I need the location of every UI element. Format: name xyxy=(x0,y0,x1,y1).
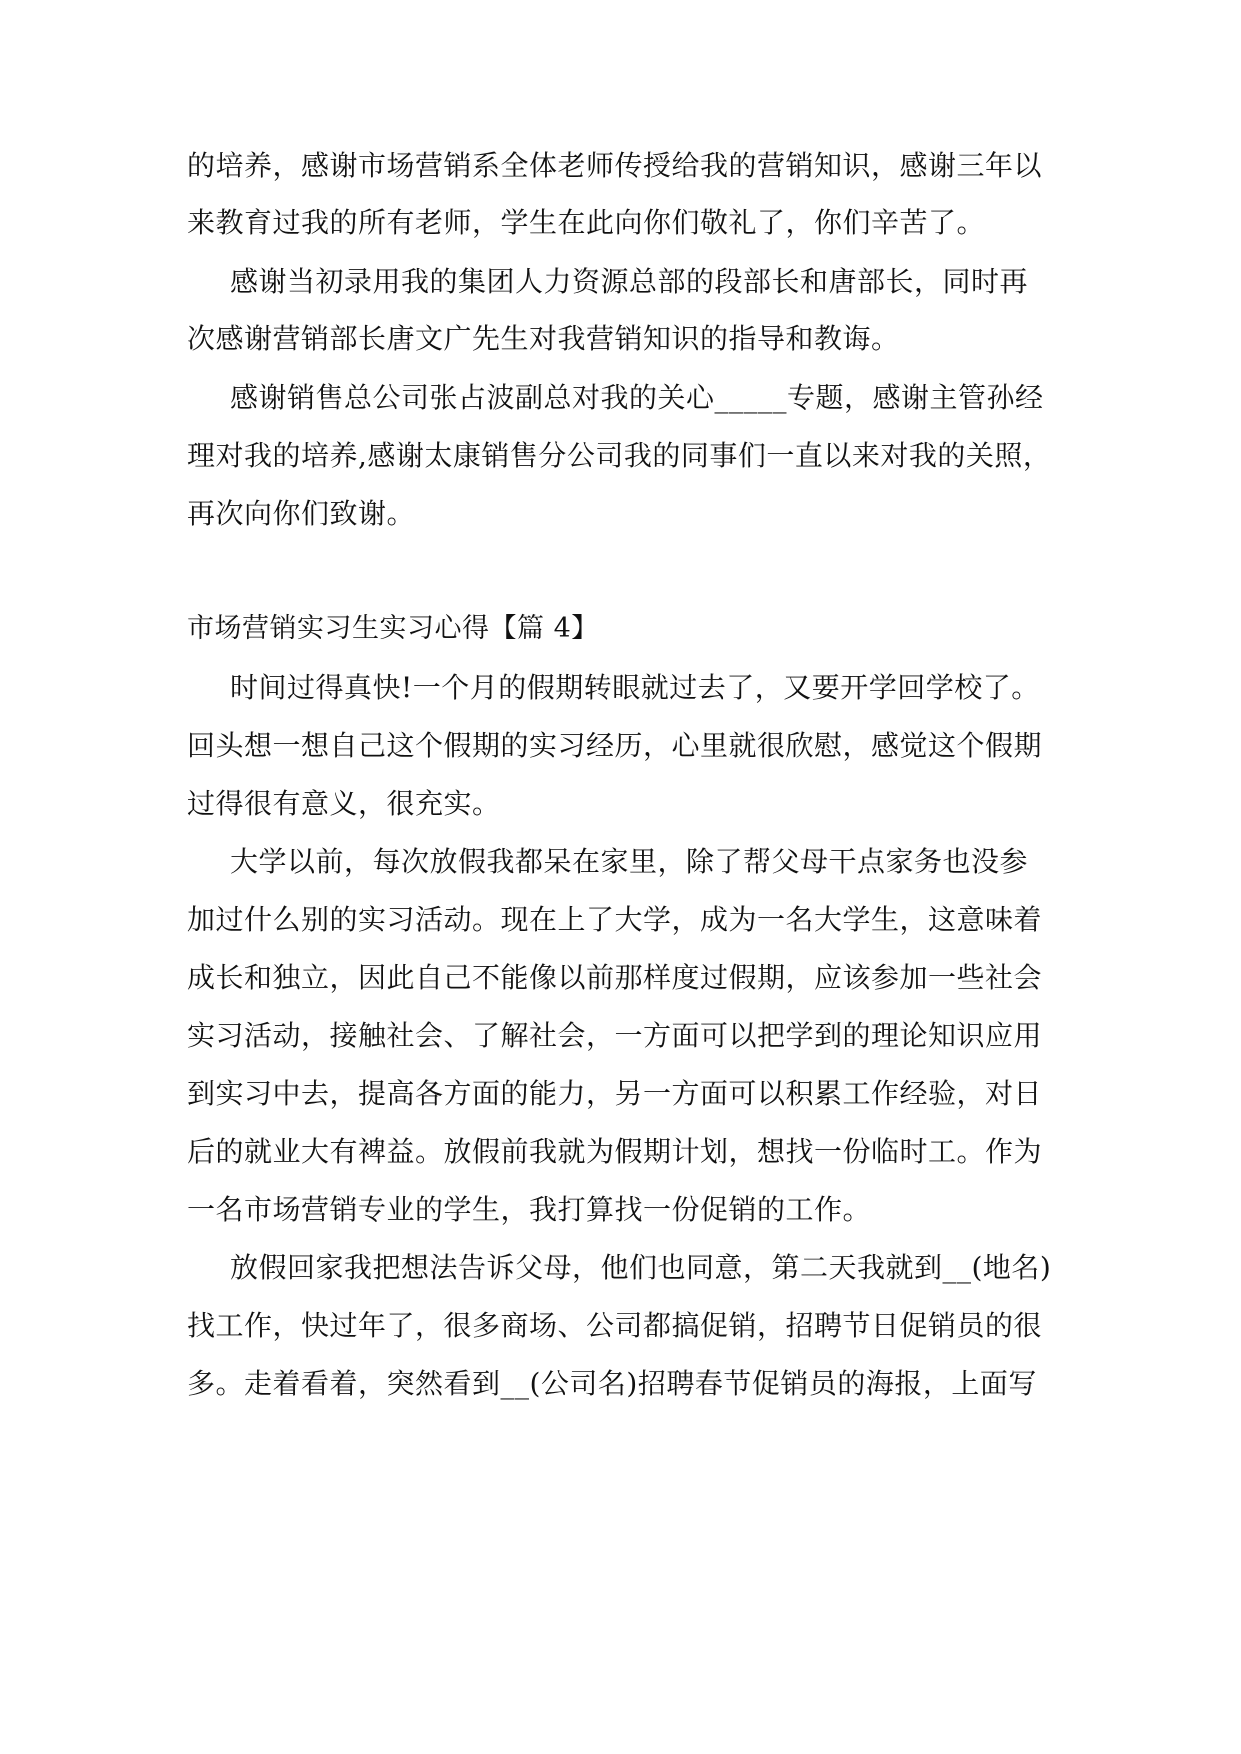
text-line: 成长和独立，因此自己不能像以前那样度过假期，应该参加一些社会 xyxy=(187,961,1043,994)
text-line: 次感谢营销部长唐文广先生对我营销知识的指导和教诲。 xyxy=(187,322,900,355)
text-line: 理对我的培养,感谢太康销售分公司我的同事们一直以来对我的关照， xyxy=(187,439,1052,472)
text-line: 实习活动，接触社会、了解社会，一方面可以把学到的理论知识应用 xyxy=(187,1019,1043,1052)
text-line: 时间过得真快!一个月的假期转眼就过去了，又要开学回学校了。 xyxy=(230,671,1040,704)
section-heading: 市场营销实习生实习心得【篇 4】 xyxy=(187,613,599,644)
text-line: 的培养，感谢市场营销系全体老师传授给我的营销知识，感谢三年以 xyxy=(187,149,1043,182)
text-line: 到实习中去，提高各方面的能力，另一方面可以积累工作经验，对日 xyxy=(187,1077,1043,1110)
text-line: 感谢销售总公司张占波副总对我的关心_____专题，感谢主管孙经 xyxy=(230,381,1044,414)
text-line: 再次向你们致谢。 xyxy=(187,497,416,530)
text-line: 回头想一想自己这个假期的实习经历，心里就很欣慰，感觉这个假期 xyxy=(187,729,1043,762)
text-line: 大学以前，每次放假我都呆在家里，除了帮父母干点家务也没参 xyxy=(230,845,1029,878)
text-line: 后的就业大有裨益。放假前我就为假期计划，想找一份临时工。作为 xyxy=(187,1135,1043,1168)
text-line: 感谢当初录用我的集团人力资源总部的段部长和唐部长，同时再 xyxy=(230,265,1029,298)
text-line: 放假回家我把想法告诉父母，他们也同意，第二天我就到__(地名) xyxy=(230,1251,1052,1284)
text-line: 加过什么别的实习活动。现在上了大学，成为一名大学生，这意味着 xyxy=(187,903,1043,936)
text-line: 过得很有意义，很充实。 xyxy=(187,787,501,820)
text-line: 一名市场营销专业的学生，我打算找一份促销的工作。 xyxy=(187,1193,872,1226)
text-line: 来教育过我的所有老师，学生在此向你们敬礼了，你们辛苦了。 xyxy=(187,206,986,239)
text-line: 找工作，快过年了，很多商场、公司都搞促销，招聘节日促销员的很 xyxy=(187,1309,1043,1342)
text-line: 多。走着看着，突然看到__(公司名)招聘春节促销员的海报，上面写 xyxy=(187,1367,1037,1400)
